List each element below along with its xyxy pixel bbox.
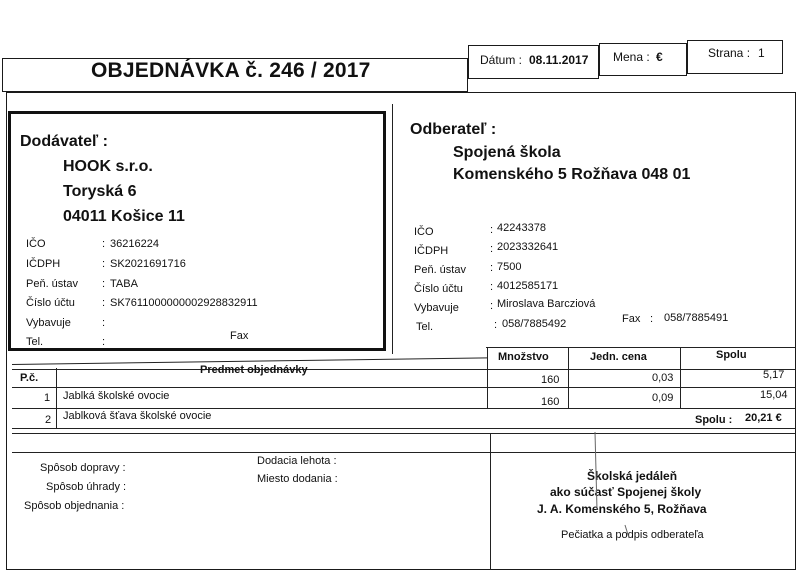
- footer-divider: [490, 434, 491, 570]
- order-method-label: Spôsob objednania :: [24, 500, 125, 512]
- supplier-bank-label: Peň. ústav: [26, 278, 78, 290]
- supplier-street: Toryská 6: [63, 183, 137, 200]
- payment-label: Spôsob úhrady :: [46, 481, 127, 493]
- customer-bank-value: 7500: [497, 261, 522, 273]
- customer-ico-value: 42243378: [497, 222, 546, 234]
- col-sep-qty: [487, 347, 488, 409]
- supplier-divider: [392, 104, 393, 354]
- table-top-rule: [486, 347, 796, 348]
- supplier-icdph-label: IČDPH: [26, 258, 61, 270]
- table-header-rule: [12, 369, 796, 370]
- supplier-heading: Dodávateľ :: [20, 133, 108, 150]
- table-bottom-rule: [12, 433, 796, 434]
- customer-account-label: Číslo účtu: [414, 283, 463, 295]
- supplier-account-value: SK7611000000002928832911: [110, 297, 258, 309]
- colon: :: [102, 317, 106, 329]
- colon: :: [102, 297, 106, 309]
- colon: :: [650, 313, 654, 325]
- transport-label: Spôsob dopravy :: [40, 462, 126, 474]
- supplier-account-label: Číslo účtu: [26, 297, 75, 309]
- row2-no: 2: [45, 414, 52, 426]
- customer-icdph-label: IČDPH: [414, 245, 449, 257]
- supplier-fax-label: Fax: [230, 330, 249, 342]
- delivery-place-label: Miesto dodania :: [257, 473, 338, 485]
- row2-unit-price: 0,09: [652, 392, 674, 404]
- row2-qty: 160: [541, 396, 560, 408]
- col-sep-total: [680, 347, 681, 409]
- date-value: 08.11.2017: [529, 53, 589, 67]
- table-row-rule-3: [12, 428, 796, 429]
- customer-contact-label: Vybavuje: [414, 302, 459, 314]
- customer-fax-label: Fax: [622, 313, 641, 325]
- table-row-rule-2: [12, 408, 796, 409]
- col-header-no: P.č.: [20, 372, 39, 384]
- stamp-line-2: ako súčasť Spojenej školy: [550, 485, 702, 499]
- sum-label: Spolu :: [695, 414, 733, 426]
- customer-address: Komenského 5 Rožňava 048 01: [453, 166, 691, 183]
- currency-value: €: [656, 50, 663, 64]
- supplier-contact-label: Vybavuje: [26, 317, 71, 329]
- currency-label: Mena :: [613, 50, 650, 64]
- customer-heading: Odberateľ :: [410, 121, 497, 138]
- colon: :: [490, 262, 494, 274]
- colon: :: [494, 319, 498, 331]
- supplier-phone-label: Tel.: [26, 336, 44, 348]
- supplier-city: 04011 Košice 11: [63, 208, 185, 225]
- customer-fax-value: 058/7885491: [664, 312, 729, 324]
- supplier-ico-label: IČO: [26, 238, 46, 250]
- customer-account-value: 4012585171: [497, 280, 559, 292]
- page-value: 1: [758, 46, 765, 60]
- stamp-line-3: J. A. Komenského 5, Rožňava: [537, 502, 707, 516]
- colon: :: [490, 243, 494, 255]
- supplier-ico-value: 36216224: [110, 238, 159, 250]
- supplier-icdph-value: SK2021691716: [110, 258, 186, 270]
- customer-contact-value: Miroslava Barcziová: [497, 298, 596, 310]
- row1-no: 1: [44, 392, 51, 404]
- customer-bank-label: Peň. ústav: [414, 264, 466, 276]
- sum-value: 20,21 €: [745, 412, 782, 424]
- colon: :: [102, 278, 106, 290]
- col-sep-no: [56, 368, 57, 429]
- delivery-term-label: Dodacia lehota :: [257, 455, 337, 467]
- row2-item: Jablková šťava školské ovocie: [63, 410, 212, 422]
- date-label: Dátum :: [480, 53, 523, 67]
- customer-phone-label: Tel.: [416, 321, 434, 333]
- signature-scribble: [585, 430, 678, 540]
- customer-phone-value: 058/7885492: [502, 318, 567, 330]
- colon: :: [490, 300, 494, 312]
- col-header-unit-price: Jedn. cena: [590, 351, 647, 363]
- page-label: Strana :: [708, 46, 751, 60]
- supplier-bank-value: TABA: [110, 278, 138, 290]
- colon: :: [102, 336, 106, 348]
- col-sep-unit: [568, 347, 569, 409]
- footer-rule: [12, 452, 796, 453]
- table-row-rule-1: [12, 387, 796, 388]
- colon: :: [490, 281, 494, 293]
- colon: :: [490, 224, 494, 236]
- stamp-line-1: Školská jedáleň: [587, 469, 678, 483]
- customer-ico-label: IČO: [414, 226, 434, 238]
- customer-icdph-value: 2023332641: [497, 241, 559, 253]
- row1-qty: 160: [541, 374, 560, 386]
- row1-unit-price: 0,03: [652, 372, 674, 384]
- colon: :: [102, 238, 106, 250]
- col-header-item: Predmet objednávky: [200, 364, 308, 376]
- customer-name: Spojená škola: [453, 144, 561, 161]
- row1-item: Jablká školské ovocie: [63, 390, 170, 402]
- page-title: OBJEDNÁVKA č. 246 / 2017: [91, 59, 371, 82]
- row2-total: 15,04: [760, 389, 788, 401]
- supplier-name: HOOK s.r.o.: [63, 158, 153, 175]
- signature-caption: Pečiatka a podpis odberateľa: [561, 529, 704, 541]
- row1-total: 5,17: [763, 369, 785, 381]
- col-header-qty: Množstvo: [498, 351, 549, 363]
- col-header-total: Spolu: [716, 349, 747, 361]
- colon: :: [102, 258, 106, 270]
